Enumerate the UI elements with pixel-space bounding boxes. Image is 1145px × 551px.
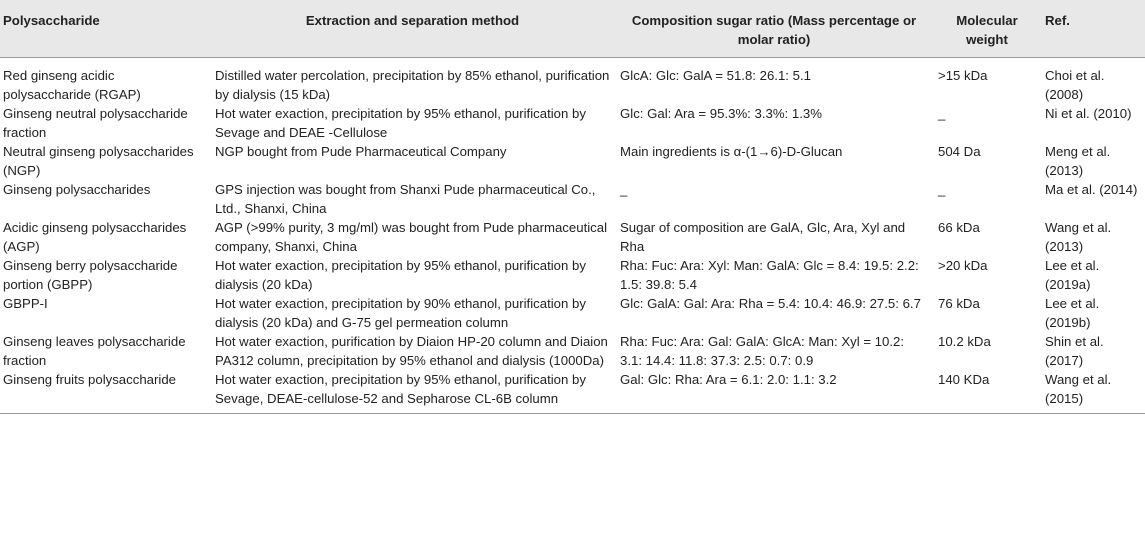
cell-method: Hot water exaction, precipitation by 95% ethanol, purification by dialysis (20 kDa) (215, 258, 586, 292)
header-composition: Composition sugar ratio (Mass percentage or molar ratio) (631, 13, 917, 47)
table-header (0, 0, 1145, 58)
cell-ref: Lee et al. (2019a) (1045, 258, 1100, 292)
cell-weight: 140 KDa (938, 372, 990, 387)
cell-weight: 504 Da (938, 144, 981, 159)
cell-polysaccharide: Acidic ginseng polysaccharides (AGP) (3, 220, 187, 254)
cell-polysaccharide: Neutral ginseng polysaccharides (NGP) (3, 144, 194, 178)
header-polysaccharide: Polysaccharide (3, 13, 100, 28)
cell-method: GPS injection was bought from Shanxi Pude pharmaceutical Co., Ltd., Shanxi, China (215, 182, 596, 216)
cell-polysaccharide: Red ginseng acidic polysaccharide (RGAP) (3, 68, 141, 102)
cell-polysaccharide: Ginseng polysaccharides (3, 182, 151, 197)
cell-composition: Glc: GalA: Gal: Ara: Rha = 5.4: 10.4: 46.9: 27.5: 6.7 (620, 296, 921, 311)
cell-weight: _ (938, 182, 946, 197)
header-row (0, 0, 1145, 58)
table-row (0, 370, 1145, 414)
cell-ref: Ni et al. (2010) (1045, 106, 1132, 121)
cell-composition: Rha: Fuc: Ara: Xyl: Man: GalA: Glc = 8.4: 19.5: 2.2: 1.5: 39.8: 5.4 (620, 258, 919, 292)
cell-composition: _ (620, 182, 628, 197)
table-row (0, 142, 1145, 180)
cell-weight: 66 kDa (938, 220, 980, 235)
cell-composition: Rha: Fuc: Ara: Gal: GalA: GlcA: Man: Xyl = 10.2: 3.1: 14.4: 11.8: 37.3: 2.5: 0.7: 0.9 (620, 334, 905, 368)
header-weight: Molecular weight (956, 13, 1018, 47)
cell-ref: Wang et al. (2015) (1045, 372, 1112, 406)
cell-method: Hot water exaction, precipitation by 90% ethanol, purification by dialysis (20 kDa) and G-75 gel permeation column (215, 296, 586, 330)
cell-ref: Meng et al. (2013) (1045, 144, 1111, 178)
cell-polysaccharide: Ginseng leaves polysaccharide fraction (3, 334, 186, 368)
table-row (0, 332, 1145, 370)
table-row (0, 58, 1145, 105)
cell-composition: Main ingredients is α-(1→6)-D-Glucan (620, 144, 843, 159)
table-row (0, 218, 1145, 256)
cell-weight: 10.2 kDa (938, 334, 991, 349)
cell-composition: GlcA: Glc: GalA = 51.8: 26.1: 5.1 (620, 68, 811, 83)
cell-weight: >15 kDa (938, 68, 988, 83)
cell-ref: Ma et al. (2014) (1045, 182, 1138, 197)
cell-composition: Gal: Glc: Rha: Ara = 6.1: 2.0: 1.1: 3.2 (620, 372, 837, 387)
cell-polysaccharide: GBPP-I (3, 296, 48, 311)
table-body (0, 58, 1145, 414)
table-row (0, 256, 1145, 294)
table-row (0, 294, 1145, 332)
header-ref: Ref. (1045, 13, 1070, 28)
cell-ref: Wang et al. (2013) (1045, 220, 1112, 254)
table-row (0, 180, 1145, 218)
cell-composition: Sugar of composition are GalA, Glc, Ara, Xyl and Rha (620, 220, 906, 254)
cell-method: AGP (>99% purity, 3 mg/ml) was bought from Pude pharmaceutical company, Shanxi, China (215, 220, 608, 254)
cell-weight: 76 kDa (938, 296, 980, 311)
table-row (0, 104, 1145, 142)
cell-polysaccharide: Ginseng neutral polysaccharide fraction (3, 106, 188, 140)
cell-method: Hot water exaction, precipitation by 95% ethanol, purification by Sevage, DEAE-cellulose-52 and Sepharose CL-6B column (215, 372, 586, 406)
cell-method: Distilled water percolation, precipitation by 85% ethanol, purification by dialysis (15 kDa) (215, 68, 610, 102)
cell-ref: Lee et al. (2019b) (1045, 296, 1100, 330)
cell-polysaccharide: Ginseng berry polysaccharide portion (GBPP) (3, 258, 178, 292)
cell-weight: _ (938, 106, 946, 121)
cell-method: NGP bought from Pude Pharmaceutical Company (215, 144, 507, 159)
cell-method: Hot water exaction, precipitation by 95% ethanol, purification by Sevage and DEAE -Cellulose (215, 106, 586, 140)
cell-ref: Choi et al. (2008) (1045, 68, 1105, 102)
cell-ref: Shin et al. (2017) (1045, 334, 1104, 368)
cell-polysaccharide: Ginseng fruits polysaccharide (3, 372, 176, 387)
cell-weight: >20 kDa (938, 258, 988, 273)
cell-method: Hot water exaction, purification by Diaion HP-20 column and Diaion PA312 column, precipitation by 95% ethanol and dialysis (1000Da) (215, 334, 608, 368)
header-method: Extraction and separation method (305, 13, 520, 28)
cell-composition: Glc: Gal: Ara = 95.3%: 3.3%: 1.3% (620, 106, 822, 121)
